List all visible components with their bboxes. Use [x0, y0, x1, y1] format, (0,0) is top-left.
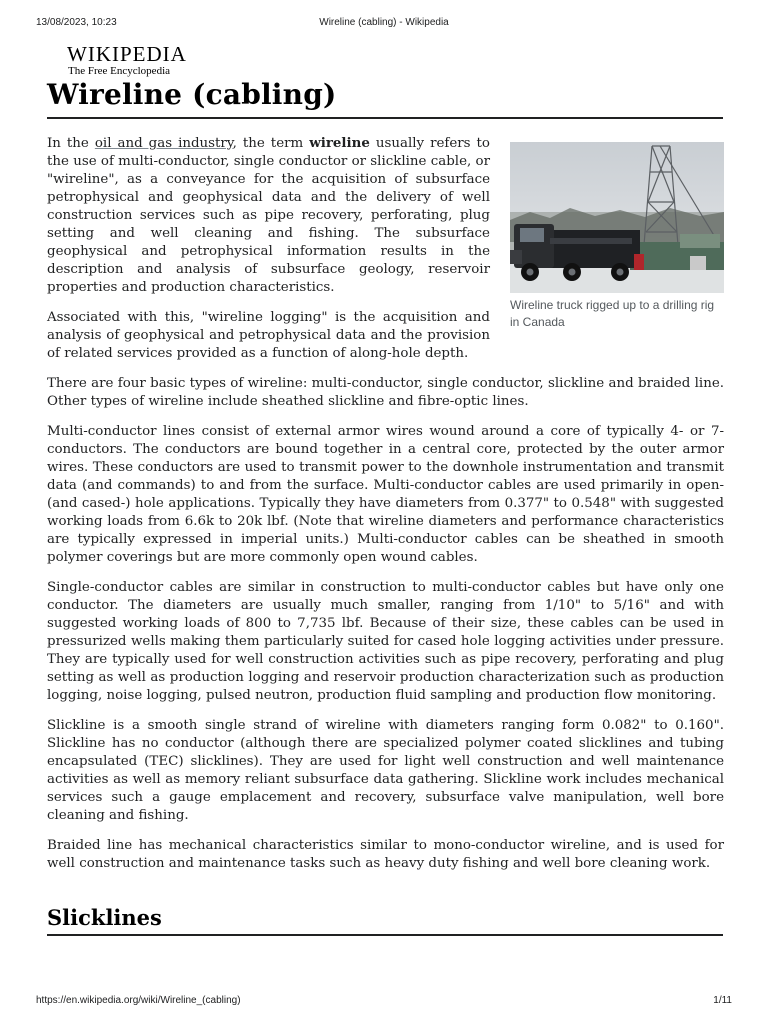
page-title: Wireline (cabling): [47, 78, 337, 111]
print-footer: [36, 995, 732, 1009]
section-heading-slicklines: Slicklines: [47, 905, 162, 930]
page-url[interactable]: https://en.wikipedia.org/wiki/Wireline_(cabling): [36, 995, 241, 1006]
paragraph-multi-conductor: Multi-conductor lines consist of external armor wires wound around a core of typically 4- or 7-conductors. The conductors are bound together in a central core, protected by the outer armor wires. These conductors are used to transmit power to the downhole instrumentation and transmit data (and commands) to and from the surface. Multi-conductor cables are used primarily in open- (and cased-) hole applications. Typically they have diameters from 0.377" to 0.548" with suggested working loads from 6.6k to 20k lbf. (Note that wireline diameters and performance characteristics are typically expressed in imperial units.) Multi-conductor cables can be sheathed in smooth polymer coverings but are more commonly open wound cables.: [47, 424, 724, 565]
paragraph-wireline-logging: Associated with this, "wireline logging" is the acquisition and analysis of geophysical and petrophysical data and the provision of related services provided as a function of along-hole depth.: [47, 310, 490, 361]
title-divider: [47, 117, 723, 119]
lead-text-mid: , the term: [232, 136, 310, 151]
print-header: [36, 17, 732, 31]
page-number: 1/11: [713, 995, 732, 1006]
oil-and-gas-industry-link[interactable]: oil and gas industry: [94, 136, 233, 151]
lead-text-rest: usually refers to the use of multi-conductor, single conductor or slickline cable, or "wireline", as a conveyance for the acquisition of subsurface petrophysical and geophysical data and the delivery of well construction services such as pipe recovery, perforating, plug setting and well cleaning and fishing. The subsurface geophysical and petrophysical information results in the description and analysis of subsurface geology, reservoir properties and production characteristics.: [47, 136, 490, 295]
section-divider: [47, 934, 723, 936]
paragraph-braided-line: Braided line has mechanical characteristics similar to mono-conductor wireline, and is used for well construction and maintenance tasks such as heavy duty fishing and well bore cleaning work.: [47, 838, 724, 871]
article-body: [47, 134, 724, 885]
paragraph-slickline: Slickline is a smooth single strand of wireline with diameters ranging form 0.082" to 0.160". Slickline has no conductor (although there are specialized polymer coated slicklines and tubing encapsulated (TEC) slicklines). They are used for light well construction and well maintenance activities as well as memory reliant subsurface data gathering. Slickline work includes mechanical services such a gauge emplacement and recovery, subsurface valve manipulation, well bore cleaning and fishing.: [47, 718, 724, 823]
print-page-title: Wireline (cabling) - Wikipedia: [319, 17, 449, 28]
wikipedia-logo[interactable]: [67, 43, 187, 77]
print-datetime: 13/08/2023, 10:23: [36, 17, 117, 28]
paragraph-single-conductor: Single-conductor cables are similar in construction to multi-conductor cables but have only one conductor. The diameters are usually much smaller, ranging from 1/10" to 5/16" and with suggested working loads of 800 to 7,735 lbf. Because of their size, these cables can be used in pressurized wells making them particularly suited for cased hole logging activities under pressure. They are typically used for well construction activities such as pipe recovery, perforating and plug setting as well as production logging and reservoir production characterization such as production logging, noise logging, pulsed neutron, production fluid sampling and production flow monitoring.: [47, 580, 724, 703]
wireline-truck-photo[interactable]: [510, 142, 724, 293]
logo-tagline: The Free Encyclopedia: [68, 65, 171, 77]
figure-caption: Wireline truck rigged up to a drilling rig in Canada: [510, 298, 715, 329]
bold-term: wireline: [309, 135, 370, 151]
logo-wordmark: WIKIPEDIA: [67, 42, 187, 66]
paragraph-wireline-types: There are four basic types of wireline: multi-conductor, single conductor, slickline and braided line. Other types of wireline include sheathed slickline and fibre-optic lines.: [47, 376, 724, 409]
lead-text-start: In the: [47, 136, 95, 151]
article-figure: [510, 142, 724, 331]
